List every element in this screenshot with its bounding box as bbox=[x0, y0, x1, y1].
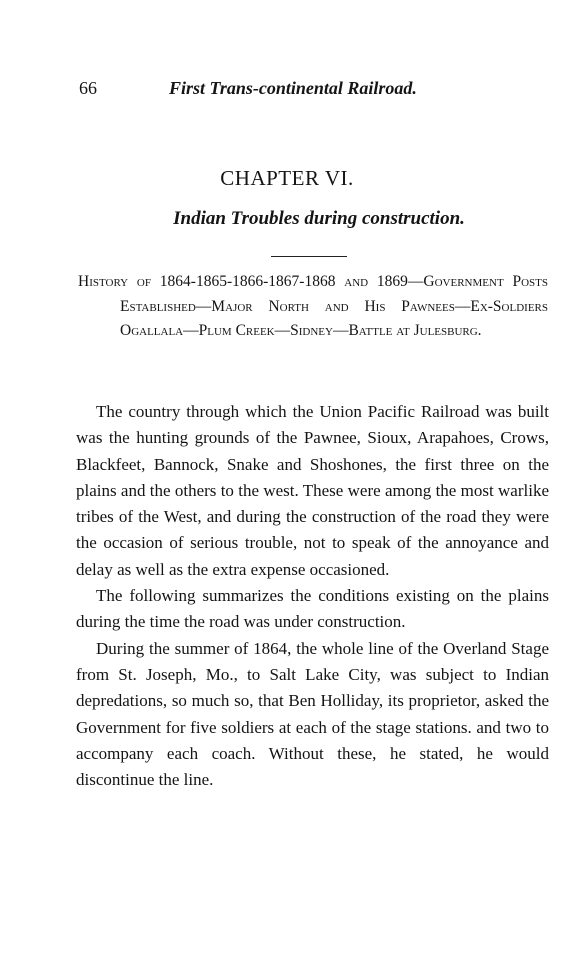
page-number: 66 bbox=[79, 78, 97, 98]
section-divider bbox=[271, 256, 347, 257]
running-title: First Trans-continental Railroad. bbox=[169, 78, 417, 98]
paragraph: The country through which the Union Pacific Railroad was built was the hunting grounds of the Pawnee, Sioux, Arapahoes, Crows, Blackfeet, Bannock, Snake and Shoshones, the first three on the plains and the others to the west. These were among the most warlike tribes of the West, and during the construction of the road they were the occasion of serious trouble, not to speak of the annoyance and delay as well as the extra expense occasioned. bbox=[76, 402, 549, 579]
running-header bbox=[79, 78, 549, 102]
chapter-synopsis bbox=[78, 270, 548, 344]
body-text bbox=[76, 399, 549, 793]
chapter-subtitle: Indian Troubles during construction. bbox=[173, 208, 465, 229]
synopsis-text: History of 1864-1865-1866-1867-1868 and 1869—Government Posts Established—Major North and His Pawnees—Ex-Soldiers Ogallala—Plum Creek—Sidney—Battle at Julesburg. bbox=[78, 273, 548, 339]
chapter-heading: CHAPTER VI. bbox=[220, 166, 354, 190]
paragraph: During the summer of 1864, the whole line of the Overland Stage from St. Joseph, Mo., to Salt Lake City, was subject to Indian depredations, so much so, that Ben Holliday, its proprietor, asked the Government for five soldiers at each of the stage stations. and two to accompany each coach. Without these, he stated, he would discontinue the line. bbox=[76, 638, 549, 790]
paragraph: The following summarizes the conditions existing on the plains during the time the road was under construction. bbox=[76, 586, 549, 632]
